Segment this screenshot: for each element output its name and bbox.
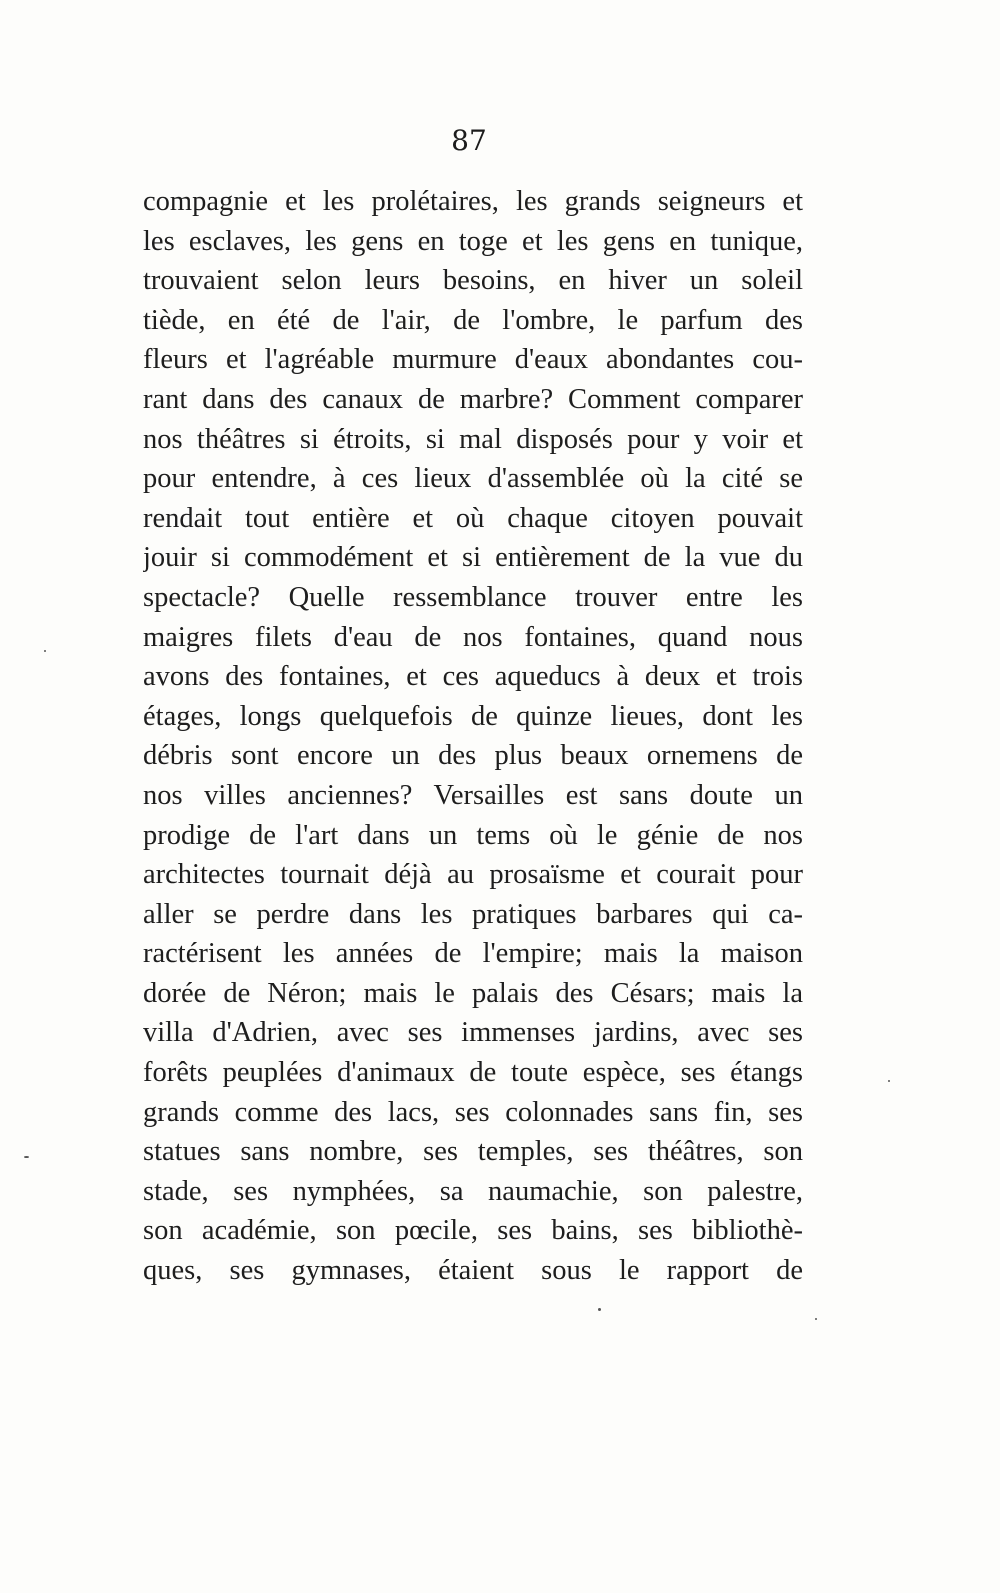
- text-line: ractérisent les années de l'empire; mais la maison: [143, 938, 803, 970]
- scan-speck: [24, 1156, 29, 1158]
- text-line: jouir si commodément et si entièrement de la vue du: [143, 542, 803, 574]
- text-line: ques, ses gymnases, étaient sous le rapport de: [143, 1255, 803, 1287]
- text-line: nos villes anciennes? Versailles est sans doute un: [143, 779, 803, 811]
- text-line: rant dans des canaux de marbre? Comment comparer: [143, 383, 803, 415]
- text-line: stade, ses nymphées, sa naumachie, son palestre,: [143, 1175, 803, 1207]
- text-line: étages, longs quelquefois de quinze lieues, dont les: [143, 700, 803, 732]
- text-line: spectacle? Quelle ressemblance trouver entre les: [143, 581, 803, 613]
- scan-speck: [44, 650, 46, 652]
- text-line: trouvaient selon leurs besoins, en hiver un soleil: [143, 265, 803, 297]
- text-line: tiède, en été de l'air, de l'ombre, le parfum des: [143, 304, 803, 336]
- text-line: rendait tout entière et où chaque citoyen pouvait: [143, 502, 803, 534]
- text-line: fleurs et l'agréable murmure d'eaux abondantes cou-: [143, 344, 803, 376]
- text-line: pour entendre, à ces lieux d'assemblée où la cité se: [143, 463, 803, 495]
- scan-speck: [815, 1318, 817, 1320]
- text-line: débris sont encore un des plus beaux ornemens de: [143, 740, 803, 772]
- text-line: maigres filets d'eau de nos fontaines, quand nous: [143, 621, 803, 653]
- text-line: statues sans nombre, ses temples, ses théâtres, son: [143, 1136, 803, 1168]
- scan-speck: [598, 1308, 601, 1311]
- text-line: dorée de Néron; mais le palais des Césars; mais la: [143, 977, 803, 1009]
- text-line: architectes tournait déjà au prosaïsme et courait pour: [143, 859, 803, 891]
- text-line: avons des fontaines, et ces aqueducs à deux et trois: [143, 661, 803, 693]
- text-line: compagnie et les prolétaires, les grands seigneurs et: [143, 186, 803, 217]
- scan-speck: [888, 1080, 890, 1082]
- text-line: grands comme des lacs, ses colonnades sans fin, ses: [143, 1096, 803, 1128]
- body-text: [143, 182, 803, 1291]
- text-line: les esclaves, les gens en toge et les gens en tunique,: [143, 225, 803, 257]
- text-line: villa d'Adrien, avec ses immenses jardins, avec ses: [143, 1017, 803, 1049]
- text-line: prodige de l'art dans un tems où le génie de nos: [143, 819, 803, 851]
- text-line: forêts peuplées d'animaux de toute espèce, ses étangs: [143, 1057, 803, 1089]
- page-number: 87: [451, 124, 487, 157]
- text-line: nos théâtres si étroits, si mal disposés pour y voir et: [143, 423, 803, 455]
- text-line: son académie, son pœcile, ses bains, ses bibliothè-: [143, 1215, 803, 1247]
- text-line: aller se perdre dans les pratiques barbares qui ca-: [143, 898, 803, 930]
